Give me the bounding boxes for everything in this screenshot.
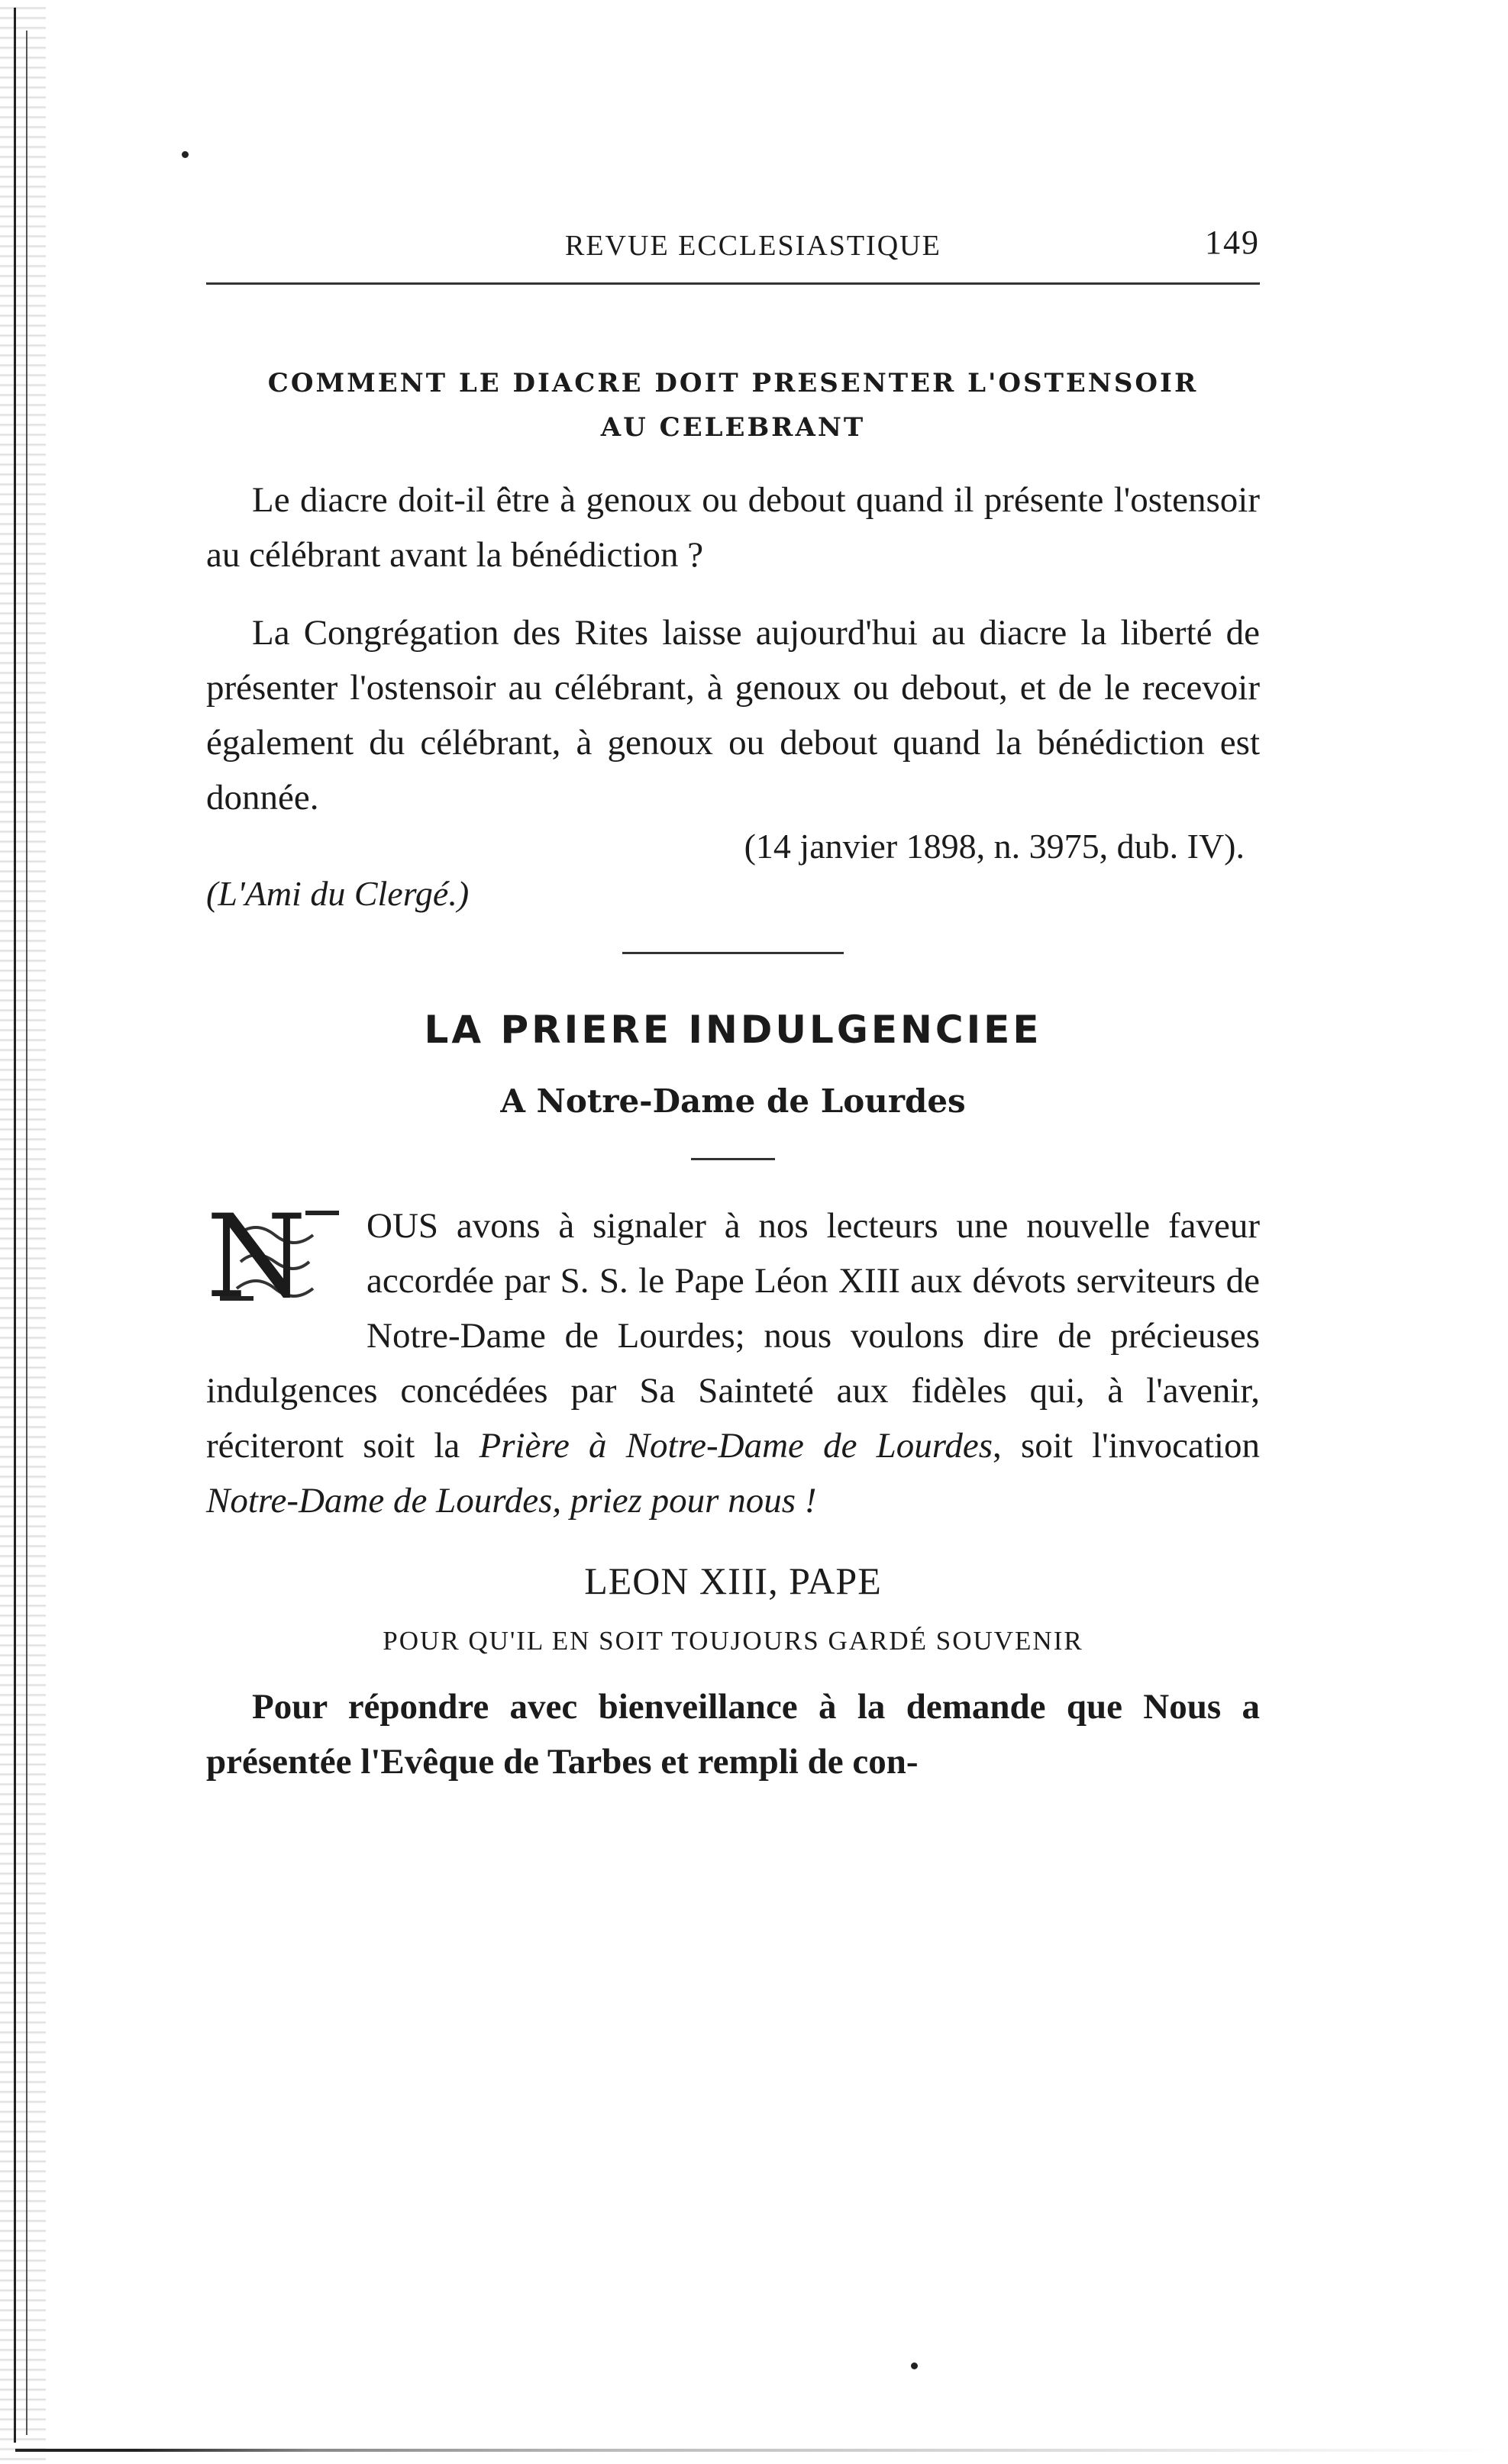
page-bottom-edge <box>15 2449 1504 2452</box>
page-number: 149 <box>1205 224 1260 261</box>
header-rule <box>206 282 1260 285</box>
section-divider <box>622 952 844 954</box>
intro-mid-text: , soit l'invocation <box>993 1426 1260 1466</box>
running-header <box>206 214 1260 260</box>
prayer-title: Prière à Notre-Dame de Lourdes <box>479 1426 993 1466</box>
ornamental-dropcap <box>206 1191 351 1324</box>
section1-title-line2: AU CELEBRANT <box>600 412 866 443</box>
question-paragraph: Le diacre doit-il être à genoux ou debout quand il présente l'ostensoir au célébrant avant la bénédiction ? <box>206 480 1260 575</box>
ink-speck <box>911 2362 918 2369</box>
page-content <box>206 214 1260 1789</box>
dropcap-letter: N <box>206 1191 307 1324</box>
subtitle-divider <box>691 1158 775 1160</box>
invocation-text: Notre-Dame de Lourdes, priez pour nous ! <box>206 1481 817 1521</box>
section1-title <box>206 361 1260 450</box>
decree-reference: (14 janvier 1898, n. 3975, dub. IV). <box>744 827 1245 866</box>
closing-paragraph: Pour répondre avec bienveillance à la demande que Nous a présentée l'Evêque de Tarbes et rempli de con- <box>206 1687 1260 1782</box>
running-title: REVUE ECCLESIASTIQUE <box>565 230 941 262</box>
papal-subheading: POUR QU'IL EN SOIT TOUJOURS GARDÉ SOUVENIR <box>383 1626 1083 1656</box>
intro-paragraph <box>206 1191 1260 1528</box>
section1-title-line1: COMMENT LE DIACRE DOIT PRESENTER L'OSTENSOIR <box>267 368 1199 398</box>
ink-speck <box>182 151 189 158</box>
papal-heading: LEON XIII, PAPE <box>584 1559 882 1602</box>
section2-subtitle: A Notre-Dame de Lourdes <box>500 1082 966 1120</box>
source-citation: (L'Ami du Clergé.) <box>206 874 470 913</box>
section2-title: LA PRIERE INDULGENCIEE <box>424 1008 1042 1052</box>
answer-paragraph: La Congrégation des Rites laisse aujourd'hui au diacre la liberté de présenter l'ostensoir au célébrant, à genoux ou debout, et de le recevoir également du célébrant, à genoux ou debout quand la bénédiction est donnée. <box>206 613 1260 818</box>
page-binding-edge <box>0 0 46 2464</box>
intro-text: OUS avons à signaler à nos lecteurs une nouvelle faveur accordée par S. S. le Pape Léon XIII aux dévots serviteurs de Notre-Dame de Lourdes; nous voulons dire de précieuses indulgences concédées par Sa Sainteté aux fidèles qui, à l'avenir, réciteront soit la <box>206 1206 1260 1466</box>
intro-paragraph-block <box>206 1191 1260 1528</box>
